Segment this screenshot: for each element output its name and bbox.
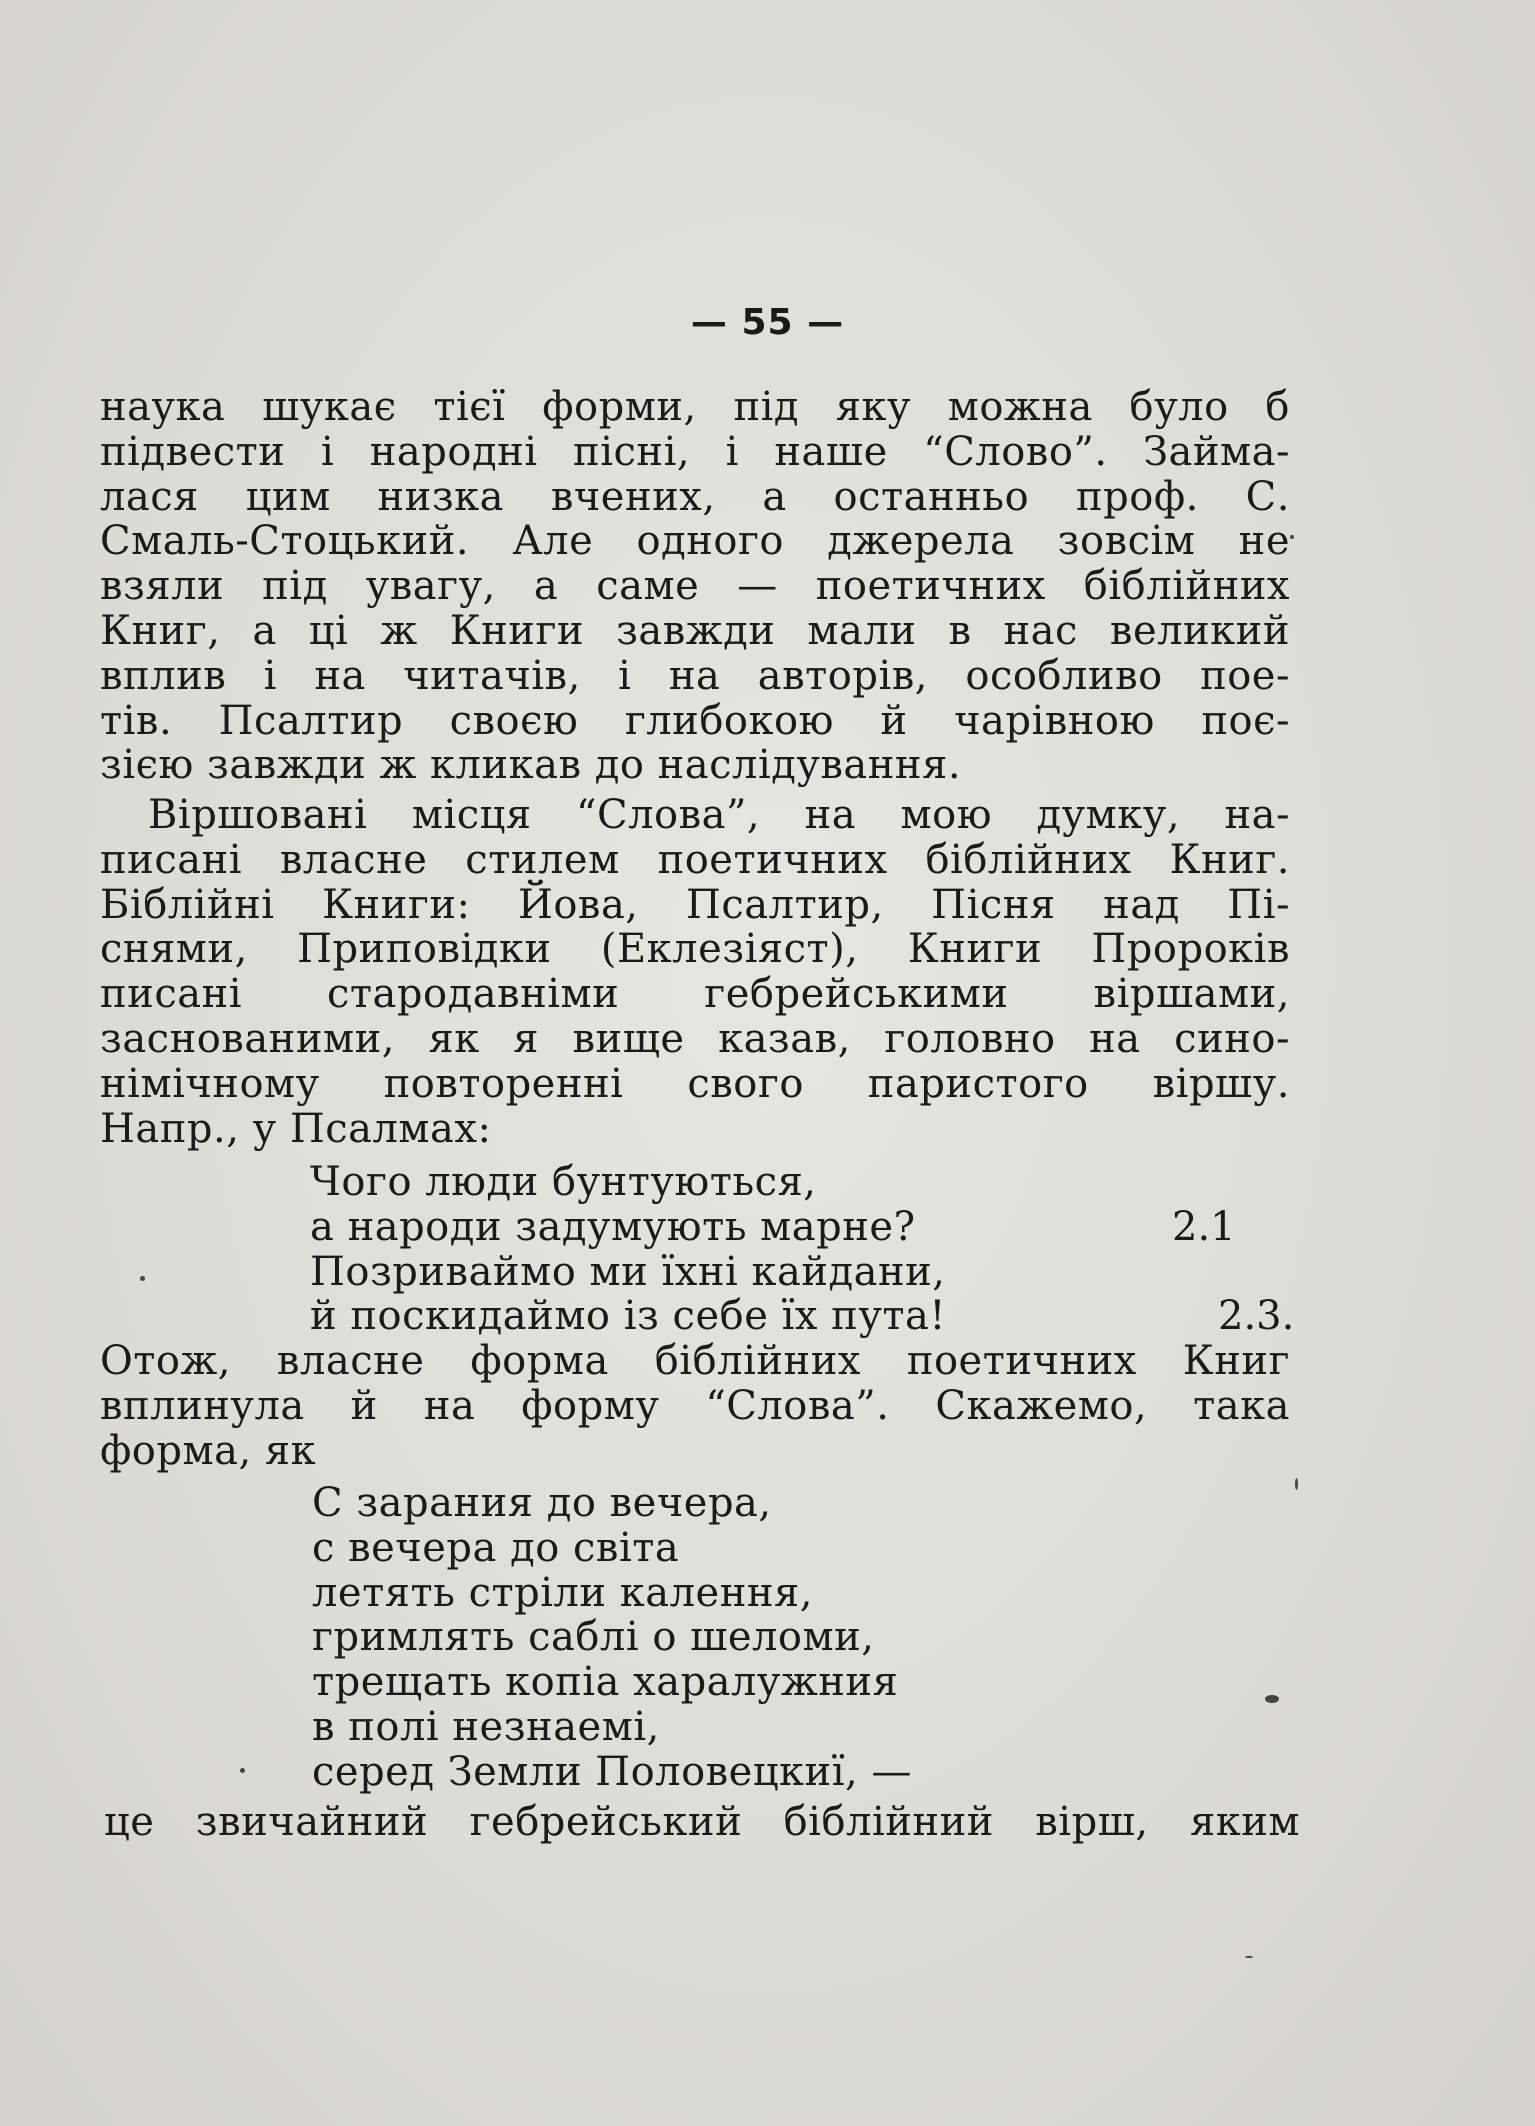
- paragraph-4: [104, 1800, 1300, 1845]
- verse-line: серед Земли Половецкиї, —: [312, 1748, 912, 1795]
- paragraph-2: [100, 793, 1290, 1151]
- text-line: наука шукає тієї форми, під яку можна було б: [100, 384, 1290, 430]
- text-line: форма, як: [100, 1427, 317, 1474]
- text-line: німічному повторенні свого паристого віршу.: [100, 1060, 1290, 1107]
- text-line: лася цим низка вчених, а останньо проф. С.: [100, 473, 1290, 520]
- verse-line: а народи задумують марне?: [310, 1203, 916, 1250]
- verse-line: в полі незнаемі,: [312, 1703, 660, 1750]
- text-line: Напр., у Псалмах:: [100, 1105, 492, 1152]
- verse-line: С зарания до вечера,: [312, 1480, 772, 1526]
- paragraph-3: [100, 1339, 1290, 1473]
- text-line: снями, Приповідки (Еклезіяст), Книги Пророків: [100, 926, 1290, 973]
- text-line: взяли під увагу, а саме — поетичних біблійних: [100, 563, 1290, 610]
- verse-line: Чого люди бунтуються,: [310, 1159, 817, 1205]
- page-number: — 55 —: [690, 302, 845, 343]
- text-line: зією завжди ж кликав до наслідування.: [100, 742, 962, 789]
- text-line: писані стародавніми гебрейськими віршами,: [100, 971, 1290, 1018]
- scan-speck: [1290, 535, 1294, 539]
- slovo-quote: [312, 1481, 912, 1795]
- scan-speck: [1245, 1956, 1253, 1958]
- verse-line: трещать копіа харалужния: [312, 1659, 899, 1706]
- scan-speck: [240, 1768, 245, 1773]
- text-line: Отож, власне форма біблійних поетичних Книг: [100, 1338, 1290, 1384]
- text-line: підвести і народні пісні, і наше “Слово”. Займа-: [100, 428, 1290, 475]
- text-line: Книг, а ці ж Книги завжди мали в нас великий: [100, 607, 1290, 654]
- verse-line: й поскидаймо із себе їх пута!: [310, 1293, 946, 1340]
- verse-reference: 2.1: [1172, 1203, 1236, 1250]
- text-line: тів. Псалтир своєю глибокою й чарівною поє-: [100, 697, 1290, 744]
- verse-line: летять стріли калення,: [312, 1569, 813, 1616]
- verse-line: гримлять саблі о шеломи,: [312, 1614, 875, 1661]
- text-line: заснованими, як я вище казав, головно на сино-: [100, 1015, 1290, 1062]
- text-line: Біблійні Книги: Йова, Псалтир, Пісня над Пі-: [100, 881, 1290, 928]
- text-line: вплинула й на форму “Слова”. Скажемо, така: [100, 1382, 1290, 1429]
- verse-line: Позриваймо ми їхні кайдани,: [310, 1248, 946, 1295]
- verse-line: с вечера до світа: [312, 1524, 680, 1571]
- verse-reference: 2.3.: [1218, 1293, 1295, 1340]
- text-line: писані власне стилем поетичних біблійних Книг.: [100, 836, 1290, 883]
- scan-speck: [1295, 1478, 1298, 1490]
- scan-speck: [1265, 1695, 1279, 1703]
- scan-speck: [140, 1276, 145, 1281]
- psalm-quote: [310, 1160, 946, 1339]
- text-line: це звичайний гебрейський біблійний вірш, яким: [104, 1799, 1300, 1845]
- text-line: Віршовані місця “Слова”, на мою думку, на-: [148, 792, 1290, 838]
- text-line: вплив і на читачів, і на авторів, особливо пое-: [100, 652, 1290, 699]
- paragraph-1: [100, 385, 1290, 788]
- text-line: Смаль-Стоцький. Але одного джерела зовсім не: [100, 518, 1290, 565]
